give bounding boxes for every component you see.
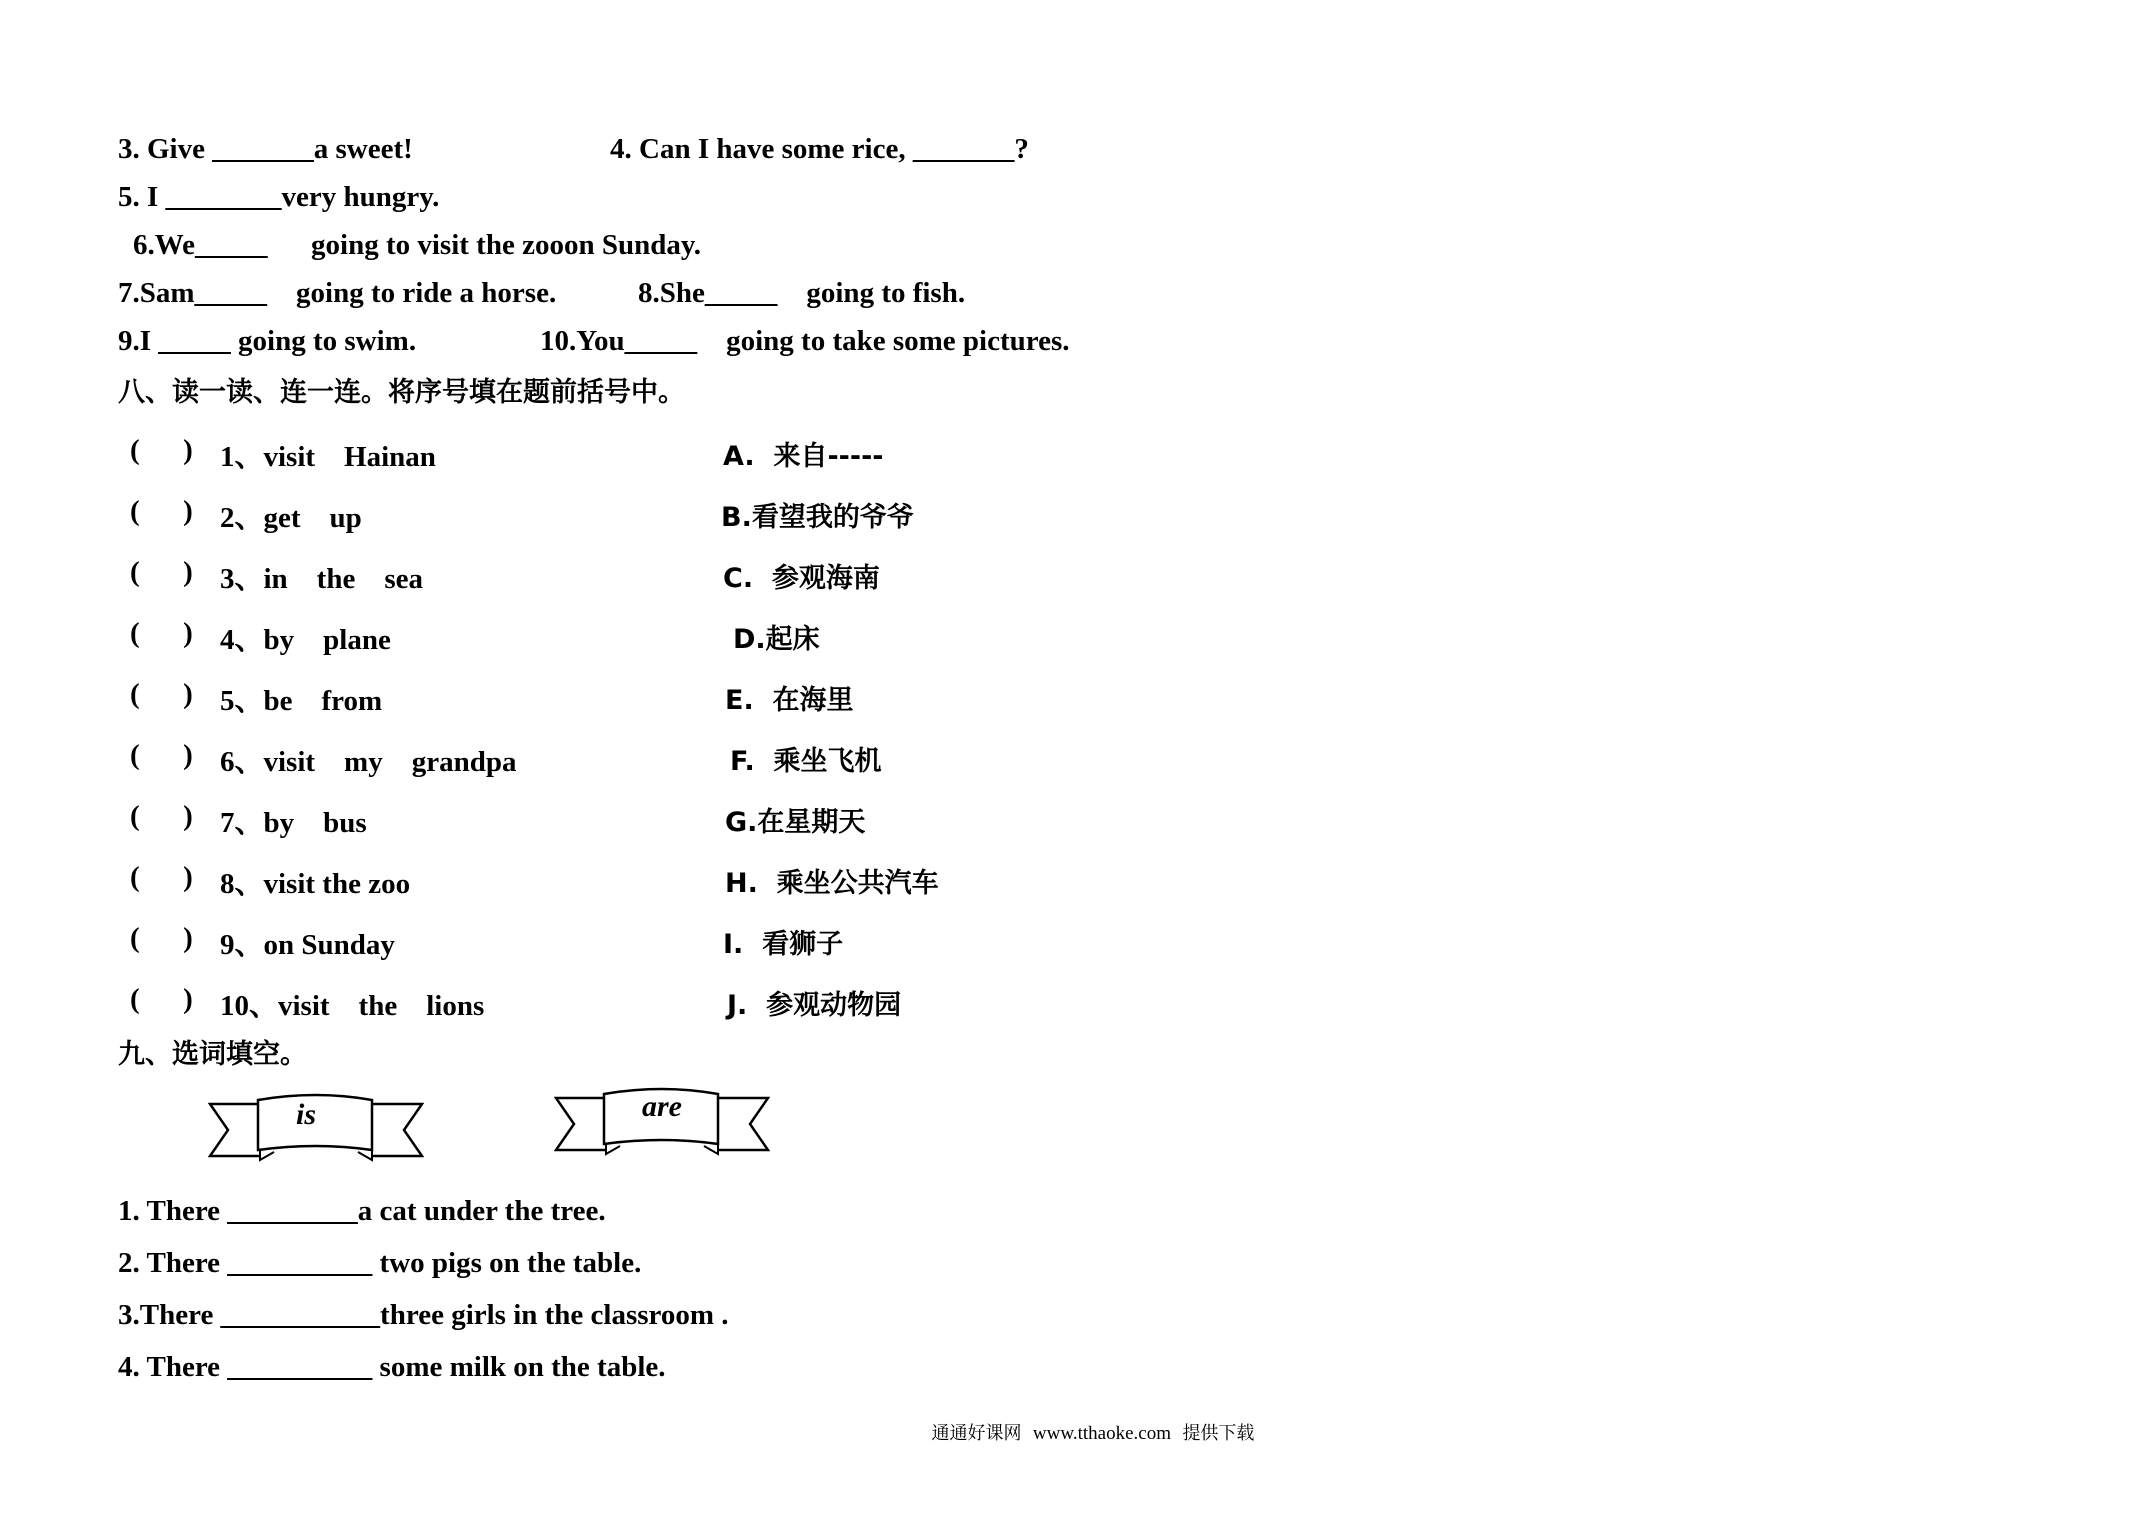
answer-parentheses[interactable]: ( ) (130, 678, 193, 710)
question-7: 7.Sam_____ going to ride a horse. (118, 277, 557, 309)
match-row (130, 617, 1130, 657)
match-row (130, 800, 1130, 840)
section-9-question-4: 4. There __________ some milk on the table. (118, 1351, 666, 1383)
match-row (130, 983, 1130, 1023)
answer-parentheses[interactable]: ( ) (130, 617, 193, 649)
section-8-title: 八、读一读、连一连。将序号填在题前括号中。 (118, 377, 685, 408)
question-5: 5. I ________very hungry. (118, 181, 440, 213)
word-is-label: is (296, 1098, 317, 1131)
question-9: 9.I _____ going to swim. (118, 325, 417, 357)
match-chinese-item: B.看望我的爷爷 (721, 502, 914, 533)
answer-parentheses[interactable]: ( ) (130, 556, 193, 588)
match-chinese-item: F. 乘坐飞机 (730, 746, 882, 777)
word-are-label: are (642, 1090, 682, 1123)
match-row (130, 556, 1130, 596)
answer-parentheses[interactable]: ( ) (130, 983, 193, 1015)
match-row (130, 922, 1130, 962)
match-english-item: 8、visit the zoo (220, 868, 411, 900)
section-9-question-2: 2. There __________ two pigs on the table. (118, 1247, 642, 1279)
footer-url[interactable]: www.tthaoke.com (1032, 1423, 1171, 1444)
match-row (130, 861, 1130, 901)
word-ribbon-are (554, 1080, 770, 1166)
match-row (130, 495, 1130, 535)
answer-parentheses[interactable]: ( ) (130, 861, 193, 893)
match-english-item: 1、visit Hainan (220, 441, 436, 473)
match-english-item: 4、by plane (220, 624, 391, 656)
match-row (130, 739, 1130, 779)
section-9-title: 九、选词填空。 (118, 1039, 307, 1070)
question-6: 6.We_____ going to visit the zooon Sunday. (133, 229, 701, 261)
match-chinese-item: J. 参观动物园 (727, 990, 902, 1021)
match-english-item: 3、in the sea (220, 563, 424, 595)
footer-site: 通通好课网 (931, 1423, 1022, 1444)
match-row (130, 434, 1130, 474)
answer-parentheses[interactable]: ( ) (130, 800, 193, 832)
match-english-item: 9、on Sunday (220, 929, 395, 961)
match-english-item: 6、visit my grandpa (220, 746, 517, 778)
page-footer (920, 1398, 1254, 1445)
answer-parentheses[interactable]: ( ) (130, 434, 193, 466)
section-9-question-1: 1. There _________a cat under the tree. (118, 1195, 606, 1227)
question-10: 10.You_____ going to take some pictures. (540, 325, 1070, 357)
match-chinese-item: H. 乘坐公共汽车 (725, 868, 939, 899)
question-4: 4. Can I have some rice, _______? (610, 133, 1029, 165)
question-8: 8.She_____ going to fish. (638, 277, 966, 309)
match-chinese-item: I. 看狮子 (723, 929, 844, 960)
footer-note: 提供下载 (1182, 1423, 1255, 1444)
match-english-item: 7、by bus (220, 807, 367, 839)
answer-parentheses[interactable]: ( ) (130, 922, 193, 954)
match-chinese-item: G.在星期天 (725, 807, 866, 838)
question-3: 3. Give _______a sweet! (118, 133, 413, 165)
answer-parentheses[interactable]: ( ) (130, 495, 193, 527)
match-english-item: 2、get up (220, 502, 362, 534)
match-chinese-item: E. 在海里 (725, 685, 854, 716)
match-english-item: 5、be from (220, 685, 383, 717)
match-row (130, 678, 1130, 718)
answer-parentheses[interactable]: ( ) (130, 739, 193, 771)
match-chinese-item: D.起床 (733, 624, 820, 655)
match-chinese-item: A. 来自----- (723, 441, 884, 472)
word-ribbon-is (208, 1086, 424, 1172)
section-9-question-3: 3.There ___________three girls in the classroom . (118, 1299, 729, 1331)
match-english-item: 10、visit the lions (220, 990, 485, 1022)
match-chinese-item: C. 参观海南 (723, 563, 880, 594)
